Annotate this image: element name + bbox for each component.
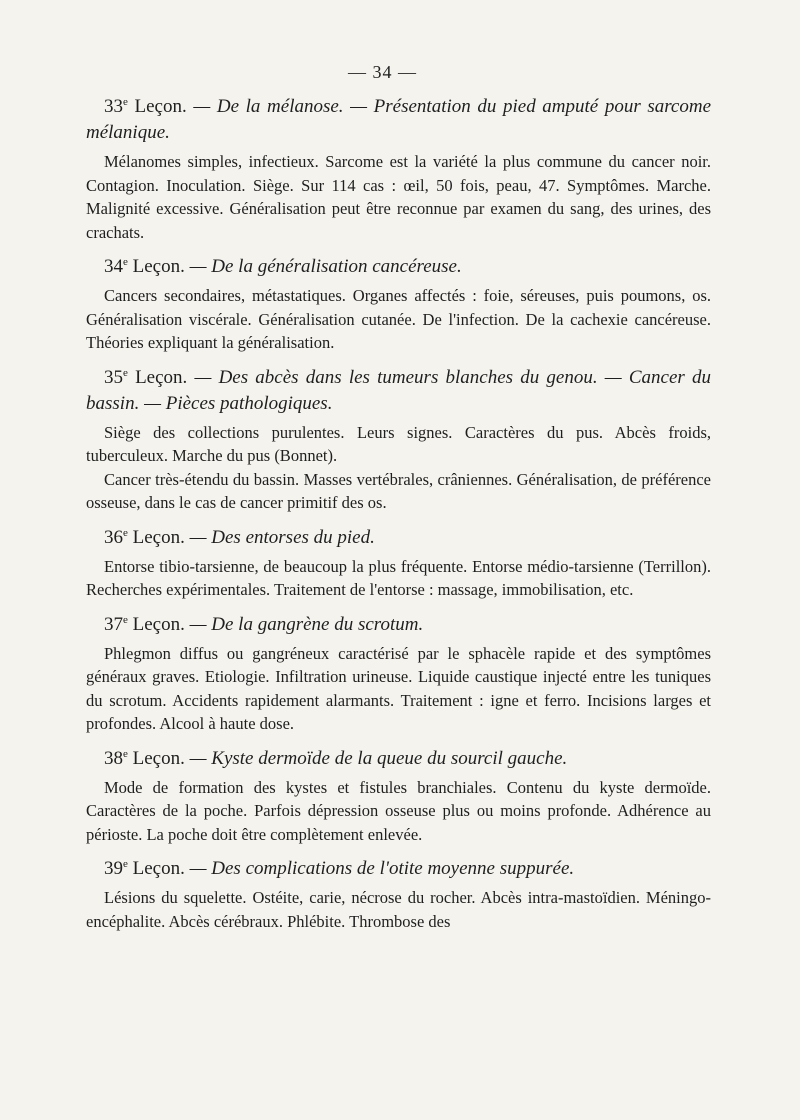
ordinal-suffix: e bbox=[123, 96, 128, 108]
lesson-word: Leçon. bbox=[132, 747, 185, 769]
lesson-word: Leçon. bbox=[132, 613, 185, 635]
lesson-37 bbox=[86, 612, 711, 736]
ordinal-suffix: e bbox=[123, 747, 128, 760]
lesson-number: 33 bbox=[104, 96, 123, 117]
lesson-title: — De la mélanose. — Présentation du pied amputé pour sarcome mélanique. bbox=[86, 96, 712, 143]
ordinal-suffix: e bbox=[123, 526, 128, 539]
lesson-heading bbox=[86, 525, 711, 551]
lesson-title: — De la généralisation cancéreuse. bbox=[189, 256, 462, 277]
ordinal-suffix: e bbox=[123, 858, 128, 870]
lesson-title: — De la gangrène du scrotum. bbox=[189, 613, 424, 635]
lesson-number: 35 bbox=[104, 366, 123, 388]
lesson-heading bbox=[86, 856, 711, 882]
lesson-33 bbox=[86, 94, 711, 244]
lesson-number: 37 bbox=[104, 613, 123, 635]
lesson-heading bbox=[86, 365, 711, 417]
lesson-heading bbox=[86, 254, 711, 280]
lesson-paragraph: Siège des collections purulentes. Leurs signes. Caractères du pus. Abcès froids, tuberculeux. Marche du pus (Bonnet). bbox=[86, 422, 711, 465]
lesson-title: — Des abcès dans les tumeurs blanches du genou. — Cancer du bassin. — Pièces pathologiques. bbox=[86, 366, 711, 414]
lesson-paragraph: Mode de formation des kystes et fistules branchiales. Contenu du kyste dermoïde. Caractères de la poche. Parfois dépression osseuse plus ou moins profonde. Adhérence au périoste. La poche doit être complètement enlevée. bbox=[86, 777, 711, 844]
lesson-38 bbox=[86, 746, 711, 847]
lesson-36 bbox=[86, 525, 711, 602]
lesson-paragraph: Phlegmon diffus ou gangréneux caractérisé par le sphacèle rapide et des symptômes généraux graves. Etiologie. Infiltration urineuse. Liquide caustique injecté entre les tuniques du scrotum. Accidents rapidement alarmants. Traitement : igne et ferro. Incisions larges et profondes. Alcool à haute dose. bbox=[86, 643, 711, 733]
ordinal-suffix: e bbox=[123, 613, 128, 626]
ordinal-suffix: e bbox=[123, 256, 128, 268]
lesson-number: 36 bbox=[104, 526, 123, 548]
lesson-paragraph: Lésions du squelette. Ostéite, carie, nécrose du rocher. Abcès intra-mastoïdien. Méningo-encéphalite. Abcès cérébraux. Phlébite. Thrombose des bbox=[86, 888, 711, 931]
lesson-word: Leçon. bbox=[134, 96, 187, 117]
lesson-paragraph: Entorse tibio-tarsienne, de beaucoup la plus fréquente. Entorse médio-tarsienne (Terrillon). Recherches expérimentales. Traitement de l'entorse : massage, immobilisation, etc. bbox=[86, 556, 711, 599]
lesson-paragraph: Mélanomes simples, infectieux. Sarcome est la variété la plus commune du cancer noir. Contagion. Inoculation. Siège. Sur 114 cas : œil, 50 fois, peau, 47. Symptômes. Marche. Malignité excessive. Généralisation peut être reconnue par examen du sang, des urines, des crachats. bbox=[86, 152, 711, 242]
lesson-number: 39 bbox=[104, 858, 123, 879]
lesson-34 bbox=[86, 254, 711, 355]
lesson-heading bbox=[86, 746, 711, 772]
lesson-paragraph: Cancer très-étendu du bassin. Masses vertébrales, crâniennes. Généralisation, de préférence osseuse, dans le cas de cancer primitif des os. bbox=[86, 469, 711, 512]
lesson-title: — Des complications de l'otite moyenne suppurée. bbox=[189, 858, 575, 879]
page-number: — 34 — bbox=[348, 62, 417, 82]
lesson-word: Leçon. bbox=[132, 256, 185, 277]
lesson-number: 34 bbox=[104, 256, 123, 277]
lesson-35 bbox=[86, 365, 711, 515]
lesson-heading bbox=[86, 94, 711, 146]
lesson-39 bbox=[86, 856, 711, 933]
lesson-word: Leçon. bbox=[135, 366, 188, 388]
lesson-number: 38 bbox=[104, 747, 123, 769]
lesson-paragraph: Cancers secondaires, métastatiques. Organes affectés : foie, séreuses, puis poumons, os. Généralisation viscérale. Généralisation cutanée. De l'infection. De la cachexie cancéreuse. Théories expliquant la généralisation. bbox=[86, 286, 711, 352]
lesson-word: Leçon. bbox=[132, 858, 185, 879]
page-content bbox=[86, 94, 711, 933]
lesson-heading bbox=[86, 612, 711, 638]
lesson-title: — Kyste dermoïde de la queue du sourcil gauche. bbox=[189, 747, 568, 769]
lesson-title: — Des entorses du pied. bbox=[189, 526, 375, 548]
lesson-word: Leçon. bbox=[132, 526, 185, 548]
ordinal-suffix: e bbox=[123, 366, 128, 379]
